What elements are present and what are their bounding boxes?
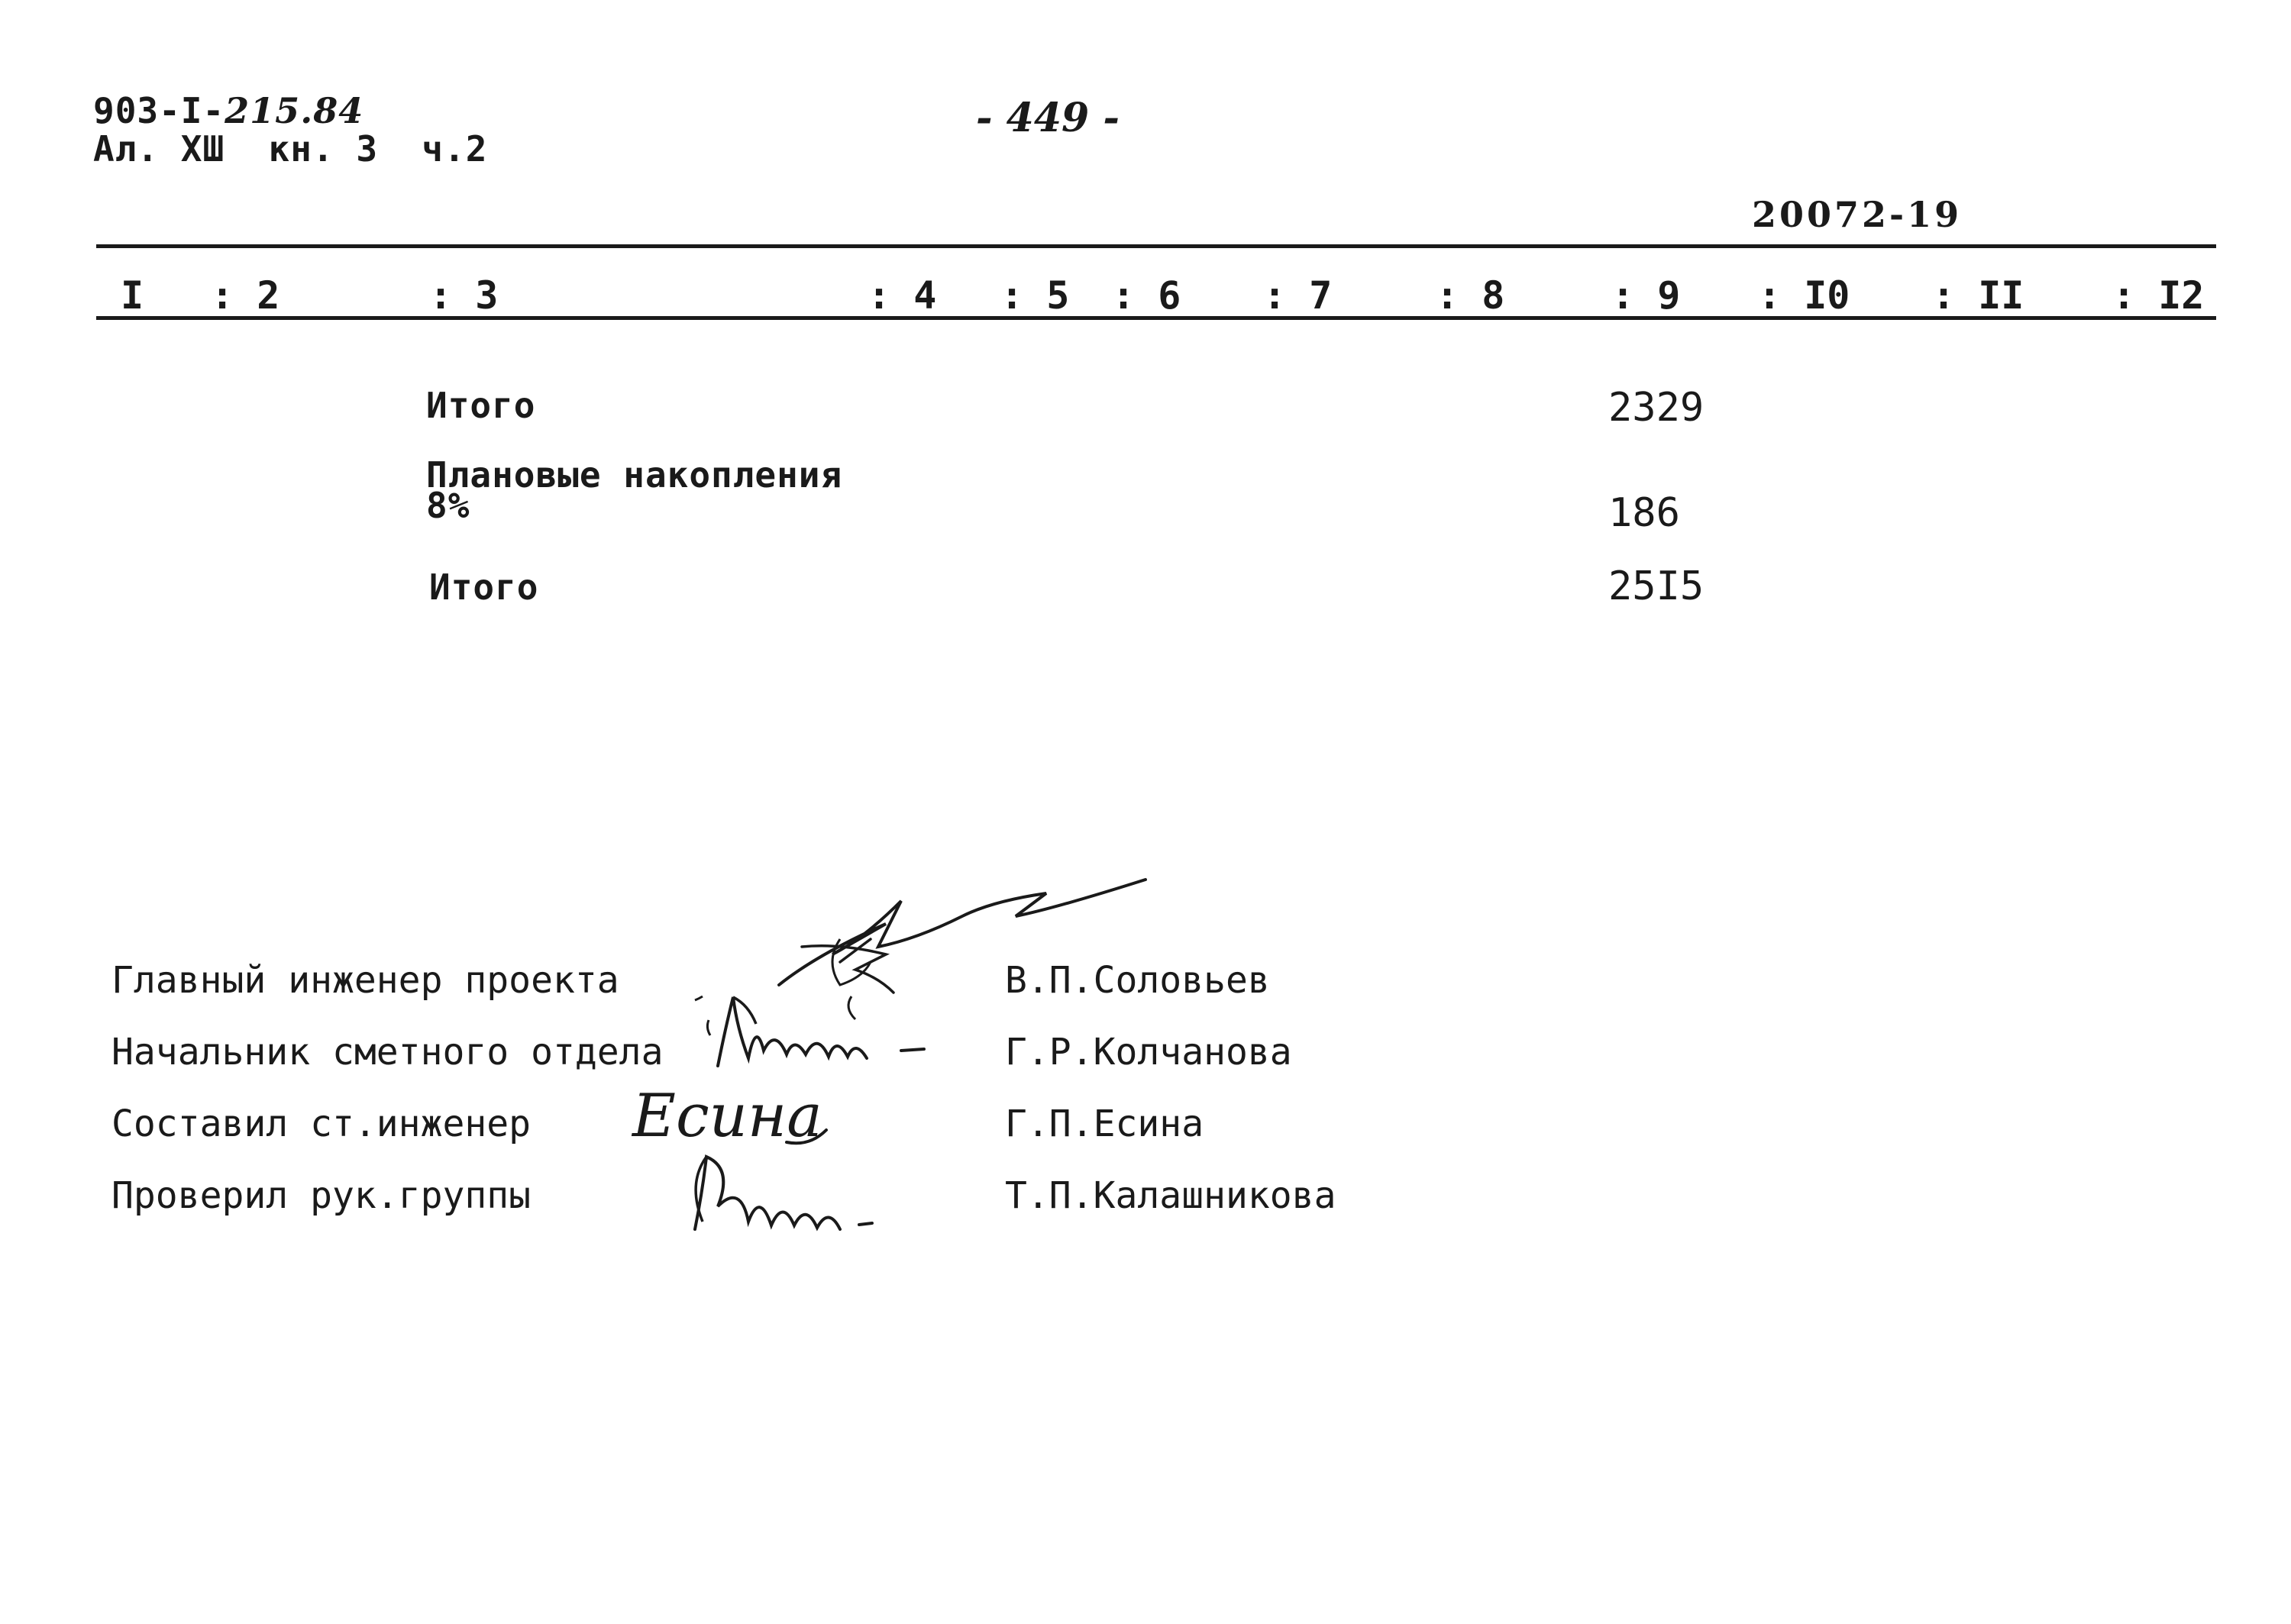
signature-name-chief-engineer: В.П.Соловьев	[1005, 959, 1270, 1002]
column-header-8: : 8	[1436, 273, 1505, 318]
signature-role-compiler: Составил ст.инженер	[111, 1103, 532, 1145]
signature-role-checker: Проверил рук.группы	[111, 1174, 532, 1217]
signature-role-estimate-head: Начальник сметного отдела	[111, 1031, 664, 1074]
row-total-value: 25I5	[1608, 563, 1705, 609]
signature-checker	[672, 1145, 901, 1252]
column-header-10: : I0	[1758, 273, 1850, 318]
column-header-11: : II	[1932, 273, 2024, 318]
signature-name-estimate-head: Г.Р.Колчанова	[1005, 1031, 1292, 1074]
document-code	[93, 90, 364, 131]
signature-name-compiler: Г.П.Есина	[1005, 1103, 1204, 1145]
column-header-9: : 9	[1611, 273, 1681, 318]
inventory-number: 20072-19	[1752, 194, 1963, 235]
column-header-5: : 5	[1000, 273, 1070, 318]
album-line: Ал. ХШ кн. 3 ч.2	[93, 128, 488, 170]
table-top-rule	[96, 244, 2216, 248]
document-code-handwritten: 215.84	[225, 90, 364, 131]
column-header-6: : 6	[1112, 273, 1181, 318]
signature-name-checker: Т.П.Калашникова	[1005, 1174, 1336, 1217]
column-header-4: : 4	[868, 273, 937, 318]
row-planned-savings-label: Плановые накопления 8%	[426, 454, 843, 526]
column-header-3: : 3	[429, 273, 499, 318]
signature-role-chief-engineer: Главный инженер проекта	[111, 959, 619, 1002]
page-number: - 449 -	[976, 95, 1120, 141]
document-code-printed: 903-I-	[93, 90, 225, 131]
column-header-7: : 7	[1263, 273, 1333, 318]
row-total-label: Итого	[429, 567, 539, 608]
signature-estimate-head	[703, 982, 932, 1081]
column-header-12: : I2	[2112, 273, 2205, 318]
column-header-1: I	[121, 273, 144, 318]
row-subtotal-label: Итого	[426, 385, 536, 426]
row-subtotal-value: 2329	[1608, 385, 1705, 431]
row-planned-savings-value: 186	[1608, 490, 1680, 536]
signature-compiler-text: Есина	[632, 1082, 822, 1151]
column-header-2: : 2	[211, 273, 280, 318]
